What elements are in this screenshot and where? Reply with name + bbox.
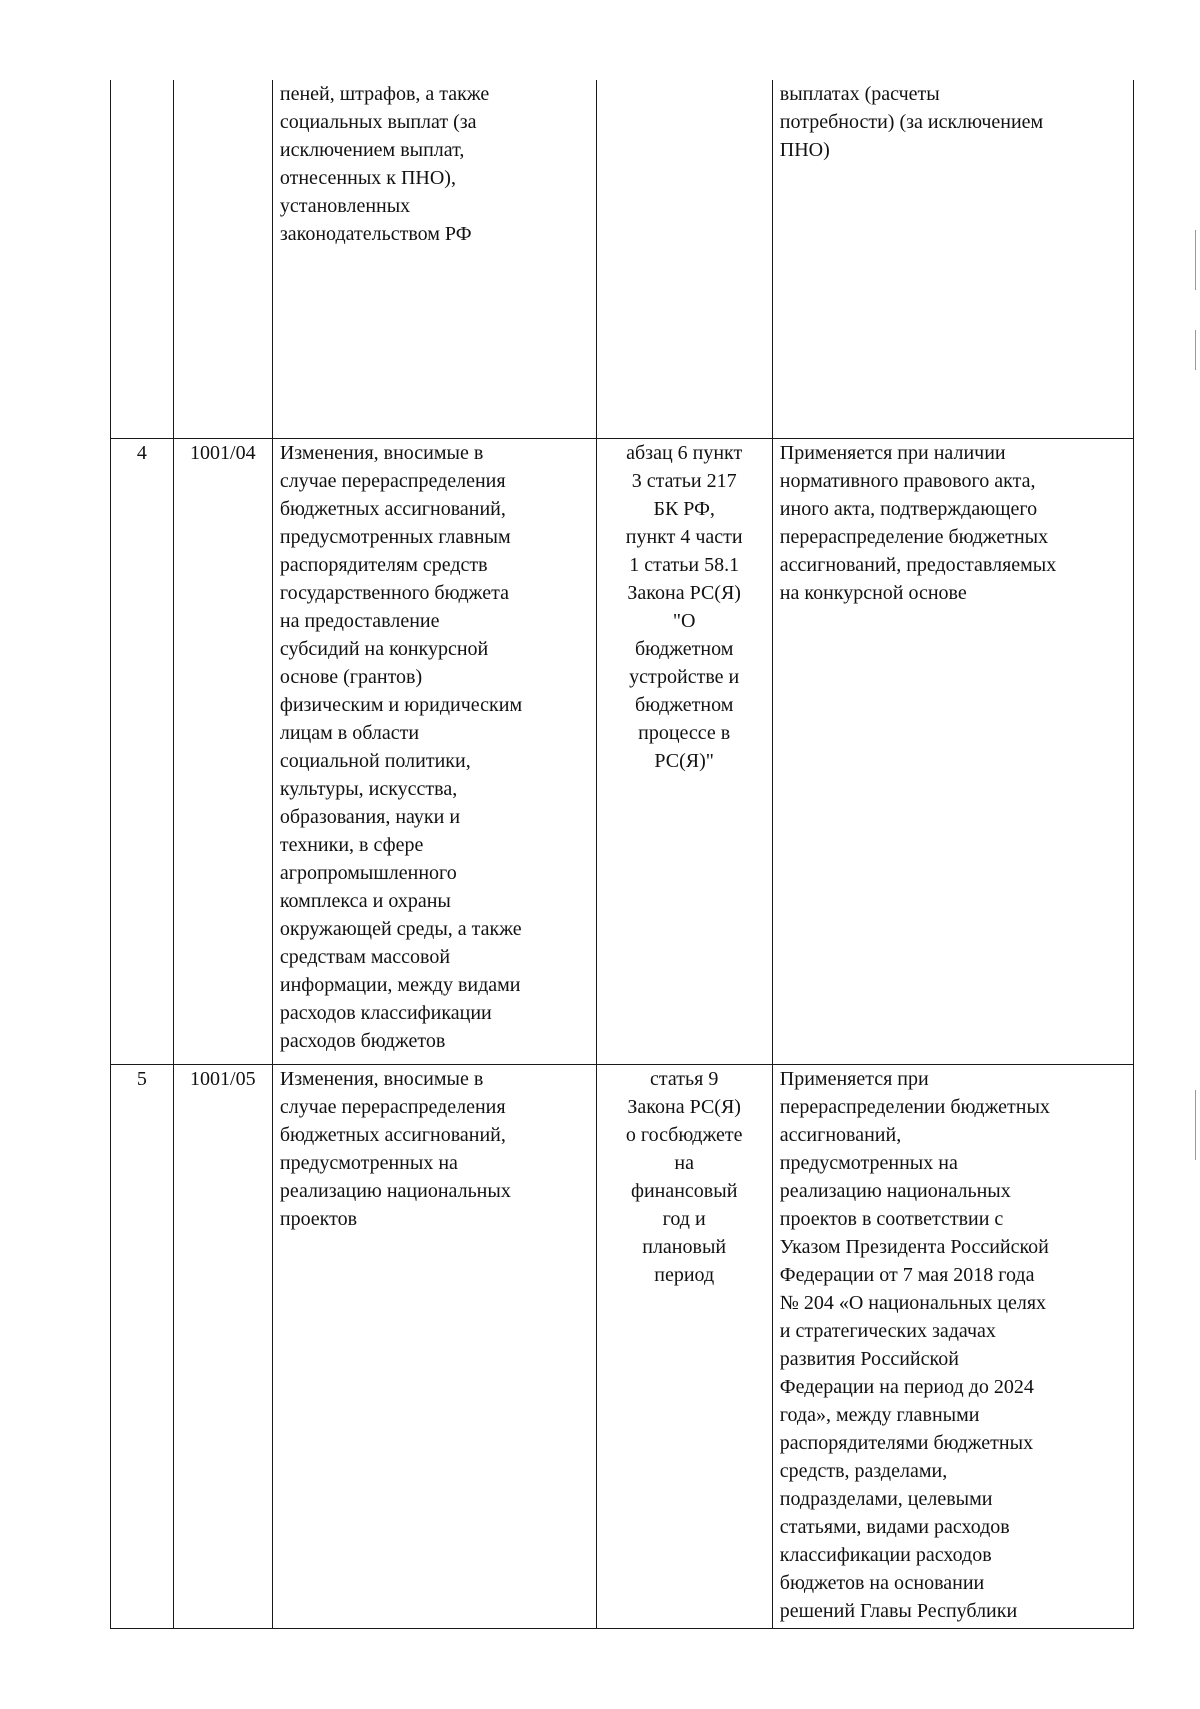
row-note-cell: Применяется при наличии нормативного правового акта, иного акта, подтверждающего перераспределение бюджетных ассигнований, предоставляемых на конкурсной основе (772, 438, 1133, 1064)
row-code-cell: 1001/04 (173, 438, 272, 1064)
row-note-cell: Применяется при перераспределении бюджетных ассигнований, предусмотренных на реализацию национальных проектов в соответствии с Указом Президента Российской Федерации от 7 мая 2018 года № 204 «О национальных целях и стратегических задачах развития Российской Федерации на период до 2024 года», между главными распорядителями бюджетных средств, разделами, подразделами, целевыми статьями, видами расходов классификации расходов бюджетов на основании решений Главы Республики (772, 1064, 1133, 1628)
row-legal-basis-cell (596, 80, 772, 438)
row-number-cell (111, 80, 174, 438)
row-description-cell: пеней, штрафов, а также социальных выплат (за исключением выплат, отнесенных к ПНО), установленных законодательством РФ (272, 80, 596, 438)
scan-edge-mark (1195, 330, 1196, 370)
scan-edge-mark (1195, 1090, 1196, 1160)
row-code-cell: 1001/05 (173, 1064, 272, 1628)
table-row (111, 1064, 1134, 1628)
row-legal-basis-cell: статья 9 Закона РС(Я) о госбюджете на финансовый год и плановый период (596, 1064, 772, 1628)
budget-changes-table (110, 80, 1134, 1629)
table-row (111, 438, 1134, 1064)
row-description-cell: Изменения, вносимые в случае перераспределения бюджетных ассигнований, предусмотренных главным распорядителям средств государственного бюджета на предоставление субсидий на конкурсной основе (грантов) физическим и юридическим лицам в области социальной политики, культуры, искусства, образования, науки и техники, в сфере агропромышленного комплекса и охраны окружающей среды, а также средствам массовой информации, между видами расходов классификации расходов бюджетов (272, 438, 596, 1064)
row-description-cell: Изменения, вносимые в случае перераспределения бюджетных ассигнований, предусмотренных на реализацию национальных проектов (272, 1064, 596, 1628)
scan-edge-mark (1195, 230, 1196, 290)
table-row (111, 80, 1134, 438)
row-number-cell: 4 (111, 438, 174, 1064)
row-number-cell: 5 (111, 1064, 174, 1628)
row-legal-basis-cell: абзац 6 пункт 3 статьи 217 БК РФ, пункт 4 части 1 статьи 58.1 Закона РС(Я) "О бюджетном устройстве и бюджетном процессе в РС(Я)" (596, 438, 772, 1064)
row-note-cell: выплатах (расчеты потребности) (за исключением ПНО) (772, 80, 1133, 438)
row-code-cell (173, 80, 272, 438)
